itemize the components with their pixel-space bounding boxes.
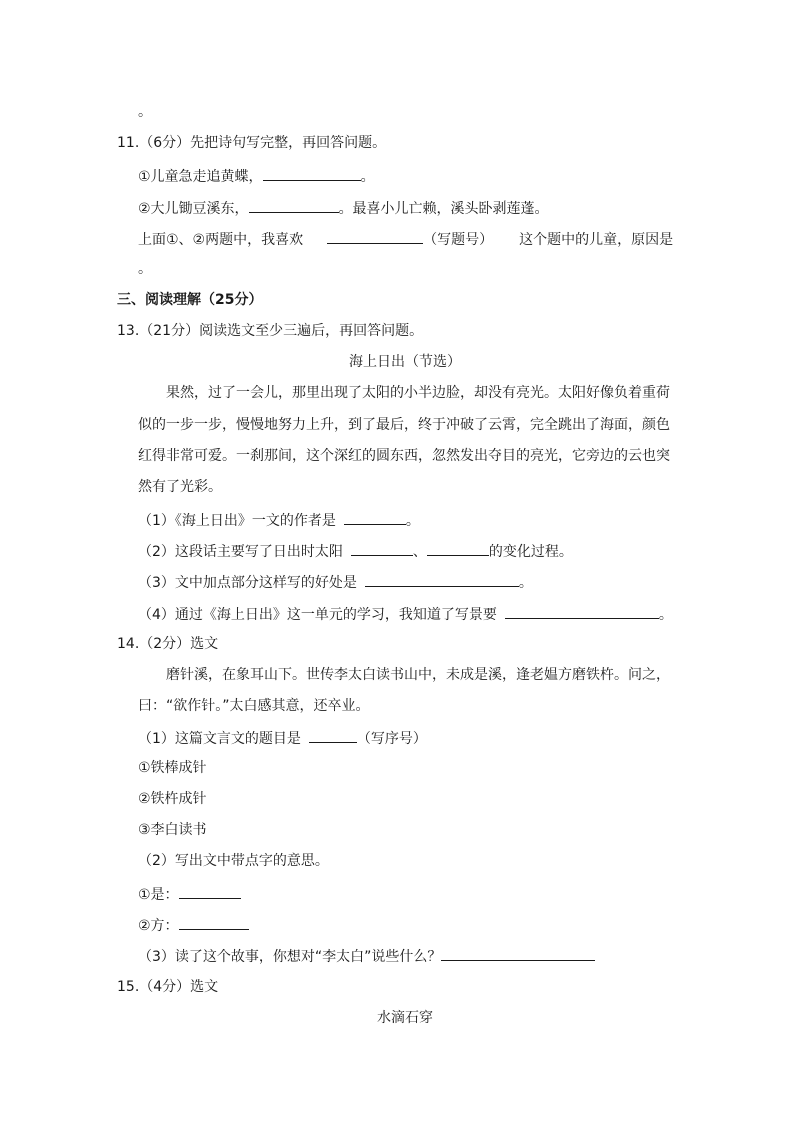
q13-sub-1-text: （1）《海上日出》一文的作者是 bbox=[138, 513, 336, 529]
q14-word-2 bbox=[138, 914, 249, 936]
q11-choice-blank[interactable] bbox=[327, 228, 423, 244]
passage-line-1: 果然，过了一会儿，那里出现了太阳的小半边脸，却没有亮光。太阳好像负着重荷 bbox=[166, 385, 670, 401]
passage-title: 海上日出（节选） bbox=[349, 354, 461, 370]
q14-heading: 14.（2分）选文 bbox=[117, 636, 219, 652]
q14-sub-3 bbox=[138, 945, 595, 967]
q13-sub-2-sep: 、 bbox=[412, 544, 427, 560]
classical-text-line-1: 磨针溪，在象耳山下。世传李太白读书山中，未成是溪，逢老媪方磨铁杵。问之， bbox=[166, 667, 670, 683]
q13-sub-3-end: 。 bbox=[518, 575, 533, 591]
q11-line-4: 。 bbox=[138, 261, 152, 277]
author-answer-blank[interactable] bbox=[344, 509, 406, 525]
word-2-label: ②方： bbox=[138, 918, 179, 934]
q11-reason-text: 这个题中的儿童，原因是 bbox=[519, 232, 674, 248]
option-3: ③李白读书 bbox=[138, 822, 207, 838]
q13-sub-3-text: （3）文中加点部分这样写的好处是 bbox=[138, 575, 357, 591]
q14-sub-1-text: （1）这篇文言文的题目是 bbox=[138, 731, 301, 747]
poem-line-1-answer-blank[interactable] bbox=[263, 165, 361, 181]
word-1-label: ①是： bbox=[138, 887, 179, 903]
sun-change-blank-1[interactable] bbox=[351, 540, 413, 556]
passage-line-2: 似的一步一步，慢慢地努力上升，到了最后，终于冲破了云霄，完全跳出了海面，颜色 bbox=[138, 417, 670, 433]
q13-sub-2-end: 的变化过程。 bbox=[488, 544, 573, 560]
poem-line-2-start: ②大儿锄豆溪东， bbox=[138, 201, 249, 217]
q13-sub-2-text: （2）这段话主要写了日出时太阳 bbox=[138, 544, 343, 560]
poem-line-2-answer-blank[interactable] bbox=[249, 197, 339, 213]
option-2: ②铁杵成针 bbox=[138, 791, 207, 807]
section-3-title: 三、阅读理解（25分） bbox=[117, 292, 263, 308]
q14-sub-1-hint: （写序号） bbox=[356, 731, 427, 747]
message-answer-blank[interactable] bbox=[441, 945, 595, 961]
q11-choice-hint: （写题号） bbox=[423, 232, 494, 248]
q13-sub-4-text: （4）通过《海上日出》这一单元的学习，我知道了写景要 bbox=[138, 607, 497, 623]
q14-sub-3-text: （3）读了这个故事，你想对“李太白”说些什么？ bbox=[138, 949, 442, 965]
title-choice-blank[interactable] bbox=[309, 727, 357, 743]
prev-line-end: 。 bbox=[138, 104, 152, 120]
q13-sub-4-end: 。 bbox=[658, 607, 673, 623]
sun-change-blank-2[interactable] bbox=[427, 540, 489, 556]
q14-word-1 bbox=[138, 883, 241, 905]
q13-sub-1 bbox=[138, 509, 420, 531]
q11-preference-text: 上面①、②两题中，我喜欢 bbox=[138, 232, 304, 248]
q13-heading: 13.（21分）阅读选文至少三遍后，再回答问题。 bbox=[117, 323, 424, 339]
poem-line-1-text: ①儿童急走追黄蝶， bbox=[138, 169, 263, 185]
q13-sub-1-end: 。 bbox=[405, 513, 420, 529]
word-2-answer-blank[interactable] bbox=[179, 914, 249, 930]
q11-line-1 bbox=[138, 165, 375, 187]
word-1-answer-blank[interactable] bbox=[179, 883, 241, 899]
option-1: ①铁棒成针 bbox=[138, 760, 207, 776]
passage-line-3: 红得非常可爱。一刹那间，这个深红的圆东西，忽然发出夺目的亮光，它旁边的云也突 bbox=[138, 448, 670, 464]
passage-line-4: 然有了光彩。 bbox=[138, 479, 222, 495]
q13-sub-2 bbox=[138, 540, 573, 562]
poem-line-2-end: 。最喜小儿亡赖，溪头卧剥莲蓬。 bbox=[338, 201, 549, 217]
writing-method-blank[interactable] bbox=[505, 603, 659, 619]
q15-passage-title: 水滴石穿 bbox=[377, 1010, 433, 1026]
q14-sub-2: （2）写出文中带点字的意思。 bbox=[138, 853, 329, 869]
q11-line-2 bbox=[138, 197, 549, 219]
benefit-answer-blank[interactable] bbox=[365, 571, 519, 587]
q14-sub-1 bbox=[138, 727, 427, 749]
q15-heading: 15.（4分）选文 bbox=[117, 979, 219, 995]
q11-line-3 bbox=[138, 228, 673, 250]
poem-line-1-end: 。 bbox=[360, 169, 375, 185]
q13-sub-3 bbox=[138, 571, 533, 593]
q11-heading: 11.（6分）先把诗句写完整，再回答问题。 bbox=[117, 135, 387, 151]
q13-sub-4 bbox=[138, 603, 673, 625]
classical-text-line-2: 曰：“欲作针。”太白感其意，还卒业。 bbox=[138, 698, 370, 714]
